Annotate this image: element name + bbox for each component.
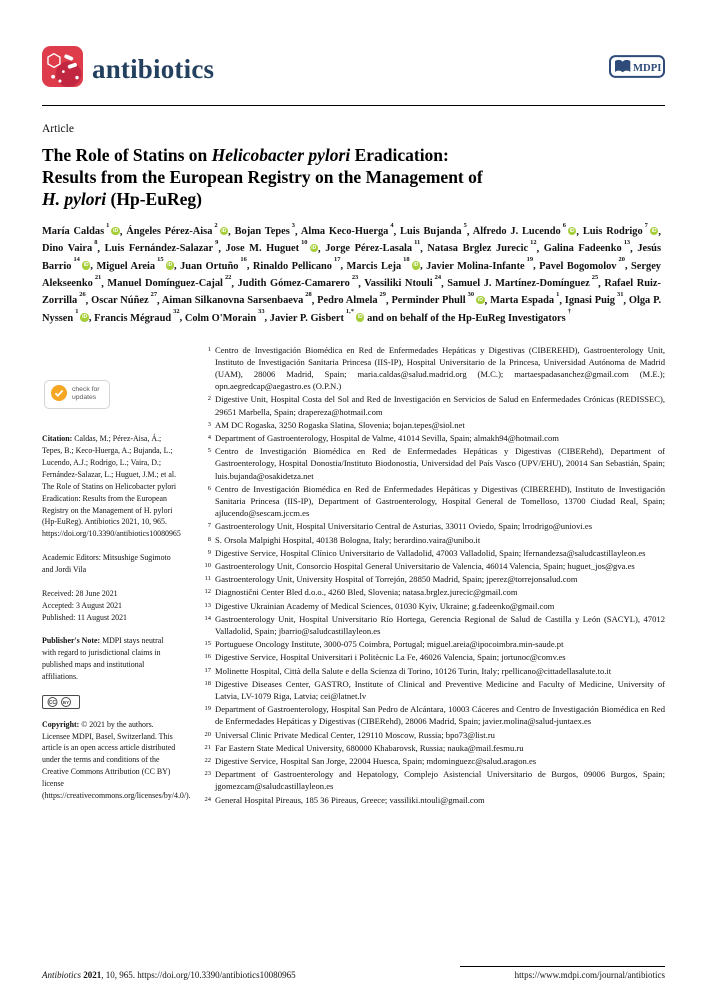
affiliation-number: 8 bbox=[207, 535, 211, 543]
antibiotics-logo-icon bbox=[42, 46, 83, 92]
orcid-icon[interactable]: iD bbox=[82, 314, 88, 321]
author: Javier Molina-Infante$^{19}$ bbox=[426, 256, 534, 272]
affiliation-text: S. Orsola Malpighi Hospital, 40138 Bologna, Italy; berardino.vaira@unibo.it bbox=[215, 534, 481, 545]
orcid-icon[interactable]: iD bbox=[477, 296, 483, 303]
affiliation-text: Digestive Service, Hospital Clínico Universitario de Valladolid, 47003 Valladolid, Spain; lfernandezsa@saludcastillayleon.es bbox=[215, 547, 646, 558]
author: Juan Ortuño$^{16}$ bbox=[180, 256, 247, 272]
author: Ángeles Pérez-Aisa$^2$iD bbox=[126, 221, 227, 238]
title-line: Results from the European Registry on the Management of bbox=[42, 167, 483, 188]
affiliation-item bbox=[200, 534, 665, 546]
author: Judith Gómez-Camarero$^{23}$ bbox=[237, 273, 359, 290]
author: Luis Rodrigo$^7$iD bbox=[582, 221, 657, 238]
sidebar bbox=[42, 344, 191, 814]
title-segment-italic: H. pylori bbox=[42, 189, 107, 210]
affiliation-item bbox=[200, 794, 665, 806]
title-segment: (Hp-EuReg) bbox=[106, 189, 202, 210]
affiliation-item bbox=[200, 573, 665, 585]
affiliation-number: 18 bbox=[204, 679, 211, 687]
crossmark-label bbox=[72, 386, 100, 402]
orcid-icon[interactable]: iD bbox=[651, 227, 657, 234]
affiliation-item bbox=[200, 729, 665, 741]
affiliation-number: 20 bbox=[204, 730, 211, 738]
affiliation-number: 21 bbox=[204, 743, 211, 751]
author: Bojan Tepes$^3$ bbox=[234, 221, 295, 238]
footer-journal-url[interactable]: https://www.mdpi.com/journal/antibiotics bbox=[460, 966, 665, 980]
author: Oscar Núñez$^{27}$ bbox=[91, 291, 158, 307]
orcid-icon[interactable]: iD bbox=[83, 262, 89, 269]
author: Rafael Ruiz-Zorrilla$^{26}$ bbox=[42, 278, 661, 307]
orcid-icon[interactable]: iD bbox=[413, 262, 419, 269]
academic-editors: Academic Editors: Mitsushige Sugimoto and Jordi Vila bbox=[42, 553, 171, 574]
affiliation-number: 11 bbox=[204, 575, 211, 583]
affiliation-number: 6 bbox=[207, 484, 211, 492]
orcid-icon[interactable]: iD bbox=[113, 227, 119, 234]
author: Samuel J. Martínez-Domínguez$^{25}$ bbox=[447, 273, 599, 290]
affiliation-number: 5 bbox=[207, 447, 211, 455]
author: Colm O'Morain$^{33}$ bbox=[184, 308, 265, 324]
author: Sergey Alekseenko$^{21}$ bbox=[42, 260, 662, 290]
affiliation-text: Molinette Hospital, Città della Salute e della Scienza di Torino, 10126 Turin, Italy; rpellicano@cittadellasalute.to.it bbox=[215, 665, 612, 676]
affiliation-text: Diagnostični Center Bled d.o.o., 4260 Bled, Slovenia; natasa.brglez.jurecic@gmail.com bbox=[215, 587, 518, 598]
author: Alfredo J. Lucendo$^6$iD bbox=[472, 221, 575, 238]
affiliation-text: Centro de Investigación Biomédica en Red de Enfermedades Hepáticas y Digestivas (CIBEREHD), Gastroenterology Unit, Instituto de Investigación Sanitaria Princesa (IIS-IP), Hospital Universitario de la Princesa, Universidad Autónoma de Madrid (UAM), 28006 Madrid, Spain; maria.caldas@salud.madrid.org (M.C.); martaespadasanchez@gmail.com (M.E.); opn.aegredcap@aegastro.es (O.P.N.) bbox=[215, 344, 665, 392]
received-date: Received: 28 June 2021 bbox=[42, 588, 118, 598]
affiliation-item bbox=[200, 344, 665, 393]
author: Pedro Almela$^{29}$ bbox=[317, 291, 386, 307]
author: Vassiliki Ntouli$^{24}$ bbox=[364, 273, 442, 290]
affiliation-number: 19 bbox=[204, 705, 211, 713]
crossmark-check-icon bbox=[51, 385, 67, 405]
affiliation-item bbox=[200, 547, 665, 559]
crossmark-line1: check for bbox=[72, 386, 100, 394]
affiliation-text: Centro de Investigación Biomédica en Red de Enfermedades Hepáticas y Digestivas (CIBERehd), Department of Gastroenterology, Hospital Donostia/Instituto Biodonostia, Universidad del País Vasco (UPV/EHU), 20014 San Sebastián, Spain; luis.bujanda@osakidetza.net bbox=[215, 446, 665, 481]
title-segment: Eradication: bbox=[350, 145, 449, 165]
citation-label: Citation: bbox=[42, 434, 73, 444]
affiliation-text: Department of Gastroenterology and Hepatology, Complejo Asistencial Universitario de Burgos, 09006 Burgos, Spain; jgomezcam@saludcastillayleon.es bbox=[215, 769, 665, 792]
orcid-icon[interactable]: iD bbox=[167, 262, 173, 269]
affiliation-item bbox=[200, 613, 665, 637]
affiliation-item bbox=[200, 445, 665, 482]
author: Alma Keco-Huerga$^4$ bbox=[300, 221, 394, 238]
svg-text:BY: BY bbox=[62, 699, 70, 705]
crossmark-line2: updates bbox=[72, 394, 97, 402]
affiliation-number: 1 bbox=[207, 345, 211, 353]
affiliation-item bbox=[200, 600, 665, 612]
affiliation-text: Digestive Service, Hospital San Jorge, 22004 Huesca, Spain; mdominguezc@salud.aragon.es bbox=[215, 756, 537, 767]
copyright-label: Copyright: bbox=[42, 719, 80, 729]
affiliation-item bbox=[200, 665, 665, 677]
check-for-updates-badge[interactable] bbox=[44, 380, 110, 410]
page-footer bbox=[42, 966, 665, 980]
title-segment: The Role of Statins on bbox=[42, 145, 212, 165]
author: Galina Fadeenko$^{13}$ bbox=[543, 239, 631, 255]
affiliation-number: 3 bbox=[207, 420, 211, 428]
footer-year: 2021 bbox=[81, 970, 102, 980]
author: Miguel Areia$^{15}$iD bbox=[96, 256, 173, 272]
cc-by-badge[interactable] bbox=[42, 695, 178, 713]
affiliation-text: Portuguese Oncology Institute, 3000-075 Coimbra, Portugal; miguel.areia@ipocoimbra.min-saude.pt bbox=[215, 639, 564, 650]
citation-block bbox=[42, 433, 181, 540]
affiliation-item bbox=[200, 483, 665, 520]
affiliation-number: 10 bbox=[204, 561, 211, 569]
accepted-date: Accepted: 3 August 2021 bbox=[42, 600, 122, 610]
publisher-note-label: Publisher's Note: bbox=[42, 636, 101, 646]
footer-doi: , 10, 965. https://doi.org/10.3390/antibiotics10080965 bbox=[101, 970, 296, 980]
published-date: Published: 11 August 2021 bbox=[42, 612, 127, 622]
journal-name: antibiotics bbox=[92, 53, 215, 84]
affiliation-text: Centro de Investigación Biomédica en Red de Enfermedades Hepáticas y Digestivas (CIBEREHD), Instituto de Investigación Sanitaria Princesa (IIS-IP), Department of Gastroenterology, Hospital General de Tomelloso, 13700 Ciudad Real, Spain; ajlucendo@sescam.jccm.es bbox=[215, 483, 665, 519]
affiliation-item bbox=[200, 638, 665, 650]
affiliation-number: 2 bbox=[207, 395, 211, 403]
affiliation-item bbox=[200, 678, 665, 702]
mdpi-book-icon bbox=[615, 60, 630, 72]
copyright-block bbox=[42, 719, 191, 802]
journal-logo[interactable] bbox=[42, 46, 214, 92]
affiliation-item bbox=[200, 520, 665, 532]
content-columns bbox=[42, 344, 665, 814]
article-title bbox=[42, 144, 665, 211]
author: Ignasi Puig$^{31}$ bbox=[564, 291, 624, 307]
affiliation-item bbox=[200, 768, 665, 792]
affiliation-item bbox=[200, 586, 665, 598]
author: María Caldas$^1$iD bbox=[42, 221, 119, 238]
author: Marta Espada$^1$ bbox=[490, 291, 560, 307]
authors-list: María Caldas$^1$iD , Ángeles Pérez-Aisa$^2$iD , Bojan Tepes$^3$, Alma Keco-Huerga$^4$, Luis Bujanda$^5$, Alfredo J. Lucendo$^6$iD , Luis Rodrigo$^7$iD , Dino Vaira$^8$, Luis Fernández-Salazar$^9$, Jose M. Huguet$^{10}$iD , Jorge Pérez-Lasala$^{11}$, Natasa Brglez Jurecic$^{12}$, Galina Fadeenko$^{13}$, Jesús Barrio$^{14}$iD , Miguel Areia$^{15}$iD , Juan Ortuño$^{16}$, Rinaldo Pellicano$^{17}$, Marcis Leja$^{18}$iD , Javier Molina-Infante$^{19}$, Pavel Bogomolov$^{20}$, Sergey Alekseenko$^{21}$, Manuel Domínguez-Cajal$^{22}$, Judith Gómez-Camarero$^{23}$, Vassiliki Ntouli$^{24}$, Samuel J. Martínez-Domínguez$^{25}$, Rafael Ruiz-Zorrilla$^{26}$, Oscar Núñez$^{27}$, Aiman Silkanovna Sarsenbaeva$^{28}$, Pedro Almela$^{29}$, Perminder Phull$^{30}$iD , Marta Espada$^1$, Ignasi Puig$^{31}$, Olga P. Nyssen$^1$iD , Francis Mégraud$^{32}$, Colm O'Morain$^{33}$, Javier P. Gisbert$^{1,*}$iD and on behalf of the Hp-EuReg Investigators† bbox=[42, 221, 662, 324]
affiliation-number: 13 bbox=[204, 601, 211, 609]
author: Perminder Phull$^{30}$iD bbox=[391, 291, 483, 307]
publisher-note bbox=[42, 635, 178, 682]
header-divider bbox=[42, 105, 665, 106]
author: Luis Fernández-Salazar$^9$ bbox=[104, 239, 219, 255]
author: Francis Mégraud$^{32}$ bbox=[94, 308, 180, 324]
title-line bbox=[42, 144, 665, 166]
footer-citation[interactable] bbox=[42, 970, 296, 980]
affiliation-text: Universal Clinic Private Medical Center, 129110 Moscow, Russia; bpo73@list.ru bbox=[215, 729, 495, 740]
copyright-text: © 2021 by the authors. Licensee MDPI, Basel, Switzerland. This article is an open access article distributed under the terms and conditions of the Creative Commons Attribution (CC BY) license (https://creativecommons.org/licenses/by/4.0/). bbox=[42, 719, 191, 800]
author: Javier P. Gisbert$^{1,*}$iD bbox=[269, 308, 363, 324]
author: Pavel Bogomolov$^{20}$ bbox=[539, 256, 625, 272]
citation-text: Caldas, M.; Pérez-Aisa, Á.; Tepes, B.; Keco-Huerga, A.; Bujanda, L.; Lucendo, A.J.; Rodrigo, L.; Vaira, D.; Fernández-Salazar, L.; Huguet, J.M.; et al. The Role of Statins on Helicobacter pylori Eradication: Results from the European Registry on the Management of H. pylori (Hp-EuReg). Antibiotics 2021, 10, 965. https://doi.org/10.3390/antibiotics10080965 bbox=[42, 434, 181, 539]
author: and on behalf of the Hp-EuReg Investigators† bbox=[367, 308, 571, 324]
orcid-icon[interactable]: iD bbox=[221, 227, 227, 234]
affiliation-item bbox=[200, 651, 665, 663]
affiliation-item bbox=[200, 419, 665, 431]
title-segment-italic: Helicobacter pylori bbox=[211, 145, 351, 165]
dates-block bbox=[42, 588, 178, 624]
affiliation-item bbox=[200, 703, 665, 727]
affiliation-number: 14 bbox=[204, 614, 211, 622]
affiliation-item bbox=[200, 560, 665, 572]
author: Luis Bujanda$^5$ bbox=[400, 221, 467, 238]
author: Natasa Brglez Jurecic$^{12}$ bbox=[427, 239, 537, 255]
author: Jesús Barrio$^{14}$iD bbox=[42, 243, 661, 272]
affiliation-item bbox=[200, 393, 665, 417]
affiliation-number: 12 bbox=[204, 588, 211, 596]
affiliation-text: Department of Gastroenterology, Hospital de Valme, 41014 Sevilla, Spain; almakh94@hotmail.com bbox=[215, 432, 559, 443]
orcid-icon[interactable]: iD bbox=[311, 244, 317, 251]
affiliation-item bbox=[200, 755, 665, 767]
mdpi-wordmark: MDPI bbox=[633, 62, 662, 74]
page-header bbox=[42, 46, 665, 92]
author: Marcis Leja$^{18}$iD bbox=[346, 256, 419, 272]
author: Jose M. Huguet$^{10}$iD bbox=[225, 239, 317, 255]
affiliation-text: Gastroenterology Unit, Hospital Universitario Central de Asturias, 33011 Oviedo, Spain; lrrodrigo@uniovi.es bbox=[215, 521, 593, 532]
author: Jorge Pérez-Lasala$^{11}$ bbox=[325, 239, 421, 255]
affiliation-text: Digestive Service, Hospital Universitari i Politècnic La Fe, 46026 Valencia, Spain; jortunoc@comv.es bbox=[215, 652, 566, 663]
affiliation-item bbox=[200, 742, 665, 754]
affiliation-number: 7 bbox=[207, 522, 211, 530]
author: Rinaldo Pellicano$^{17}$ bbox=[252, 256, 341, 272]
affiliation-number: 22 bbox=[204, 757, 211, 765]
affiliation-number: 9 bbox=[207, 548, 211, 556]
svg-text:CC: CC bbox=[48, 699, 57, 706]
orcid-icon[interactable]: iD bbox=[357, 314, 363, 321]
mdpi-logo[interactable] bbox=[609, 55, 665, 83]
author: Manuel Domínguez-Cajal$^{22}$ bbox=[107, 273, 232, 290]
affiliation-text: Digestive Diseases Center, GASTRO, Institute of Clinical and Preventive Medicine and Faculty of Medicine, University of Latvia, LV-1079 Riga, Latvia; cei@latnet.lv bbox=[215, 678, 665, 702]
affiliation-text: Gastroenterology Unit, Hospital Universitario Río Hortega, Gerencia Regional de Salud de Castilla y León (SACYL), 47012 Valladolid, Spain; jbarrio@saludcastillayleon.es bbox=[215, 613, 665, 636]
affiliation-text: Gastroenterology Unit, Consorcio Hospital General Universitario de Valencia, 46014 Valencia, Spain; huguet_jos@gva.es bbox=[215, 560, 635, 571]
publisher-note-text: MDPI stays neutral with regard to jurisdictional claims in published maps and institutional affiliations. bbox=[42, 636, 164, 681]
affiliation-number: 4 bbox=[207, 433, 211, 441]
affiliation-number: 24 bbox=[204, 795, 211, 803]
affiliation-item bbox=[200, 432, 665, 444]
affiliation-text: Digestive Unit, Hospital Costa del Sol and Red de Investigación en Servicios de Salud en Enfermedades Crónicas (REDISSEC), 29651 Marbella, Spain; drapereza@hotmail.com bbox=[215, 394, 665, 417]
affiliation-text: Gastroenterology Unit, University Hospital of Torrejón, 28850 Madrid, Spain; jperez@torrejonsalud.com bbox=[215, 574, 578, 585]
footer-journal-name: Antibiotics bbox=[42, 970, 81, 980]
affiliation-text: Far Eastern State Medical University, 680000 Khabarovsk, Russia; nauka@mail.fesmu.ru bbox=[215, 742, 524, 753]
affiliation-number: 15 bbox=[204, 640, 211, 648]
affiliation-text: Digestive Ukrainian Academy of Medical Sciences, 01030 Kyiv, Ukraine; g.fadeenko@gmail.com bbox=[215, 600, 555, 611]
affiliation-text: General Hospital Pireaus, 185 36 Pireaus, Greece; vassiliki.ntouli@gmail.com bbox=[215, 794, 485, 805]
orcid-icon[interactable]: iD bbox=[569, 227, 575, 234]
article-type-label: Article bbox=[42, 123, 74, 135]
author: Dino Vaira$^8$ bbox=[42, 239, 98, 255]
author: Aiman Silkanovna Sarsenbaeva$^{28}$ bbox=[161, 291, 312, 307]
affiliation-text: AM DC Rogaska, 3250 Rogaska Slatina, Slovenia; bojan.tepes@siol.net bbox=[215, 419, 465, 430]
affiliation-number: 17 bbox=[204, 666, 211, 674]
affiliation-number: 23 bbox=[204, 770, 211, 778]
affiliations-list bbox=[200, 344, 665, 814]
title-line bbox=[42, 188, 665, 210]
affiliation-text: Department of Gastroenterology, Hospital San Pedro de Alcántara, 10003 Cáceres and Centro de Investigación Biomédica en Red de Enfermedades Hepáticas y Digestivas (CIBERehd), 28006 Madrid, Spain; javier.molina@salud-juntaex.es bbox=[215, 704, 665, 727]
author: Olga P. Nyssen$^1$iD bbox=[42, 295, 662, 324]
affiliation-number: 16 bbox=[204, 653, 211, 661]
